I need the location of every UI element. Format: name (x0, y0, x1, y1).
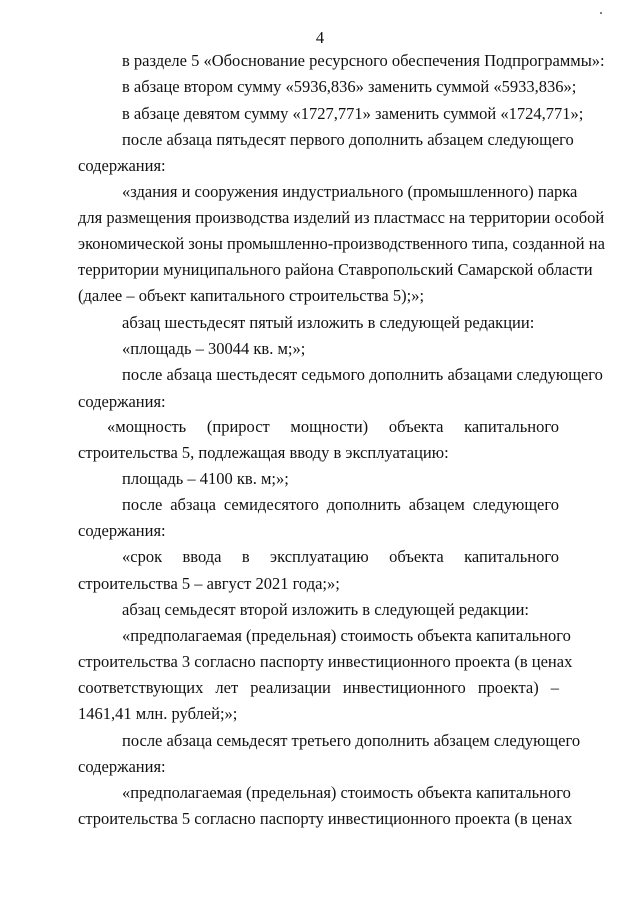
text-line: после абзаца шестьдесят седьмого дополнить абзацами следующего (122, 365, 603, 384)
text-line: 1461,41 млн. рублей;»; (78, 704, 238, 723)
text-line: абзац семьдесят второй изложить в следующей редакции: (122, 600, 529, 619)
text-line: «здания и сооружения индустриального (промышленного) парка (122, 182, 578, 201)
page-number: 4 (315, 28, 325, 47)
text-line: строительства 3 согласно паспорту инвестиционного проекта (в ценах (78, 652, 573, 671)
text-line: «предполагаемая (предельная) стоимость объекта капитального (122, 626, 571, 645)
text-line: строительства 5, подлежащая вводу в эксплуатацию: (78, 443, 449, 462)
text-line: «срок ввода в эксплуатацию объекта капитального (122, 547, 559, 566)
text-line: в абзаце девятом сумму «1727,771» заменить суммой «1724,771»; (122, 104, 584, 123)
text-line: содержания: (78, 521, 166, 540)
text-line: «площадь – 30044 кв. м;»; (122, 339, 306, 358)
text-line: (далее – объект капитального строительства 5);»; (78, 286, 425, 305)
text-line: для размещения производства изделий из пластмасс на территории особой (78, 208, 605, 227)
text-line: содержания: (78, 392, 166, 411)
text-line: «мощность (прирост мощности) объекта капитального (107, 417, 559, 436)
scan-speck (600, 12, 602, 14)
text-line: соответствующих лет реализации инвестиционного проекта) – (78, 678, 559, 697)
text-line: в разделе 5 «Обоснование ресурсного обеспечения Подпрограммы»: (122, 51, 605, 70)
text-line: территории муниципального района Ставропольский Самарской области (78, 260, 593, 279)
text-line: после абзаца семьдесят третьего дополнить абзацем следующего (122, 731, 581, 750)
text-line: после абзаца семидесятого дополнить абзацем следующего (122, 495, 559, 514)
text-line: содержания: (78, 156, 166, 175)
text-line: в абзаце втором сумму «5936,836» заменить суммой «5933,836»; (122, 77, 577, 96)
text-line: после абзаца пятьдесят первого дополнить абзацем следующего (122, 130, 574, 149)
text-line: содержания: (78, 757, 166, 776)
text-line: экономической зоны промышленно-производственного типа, созданной на (78, 234, 605, 253)
text-line: площадь – 4100 кв. м;»; (122, 469, 289, 488)
text-line: строительства 5 – август 2021 года;»; (78, 574, 340, 593)
text-line: «предполагаемая (предельная) стоимость объекта капитального (122, 783, 571, 802)
text-line: абзац шестьдесят пятый изложить в следующей редакции: (122, 313, 535, 332)
text-line: строительства 5 согласно паспорту инвестиционного проекта (в ценах (78, 809, 573, 828)
